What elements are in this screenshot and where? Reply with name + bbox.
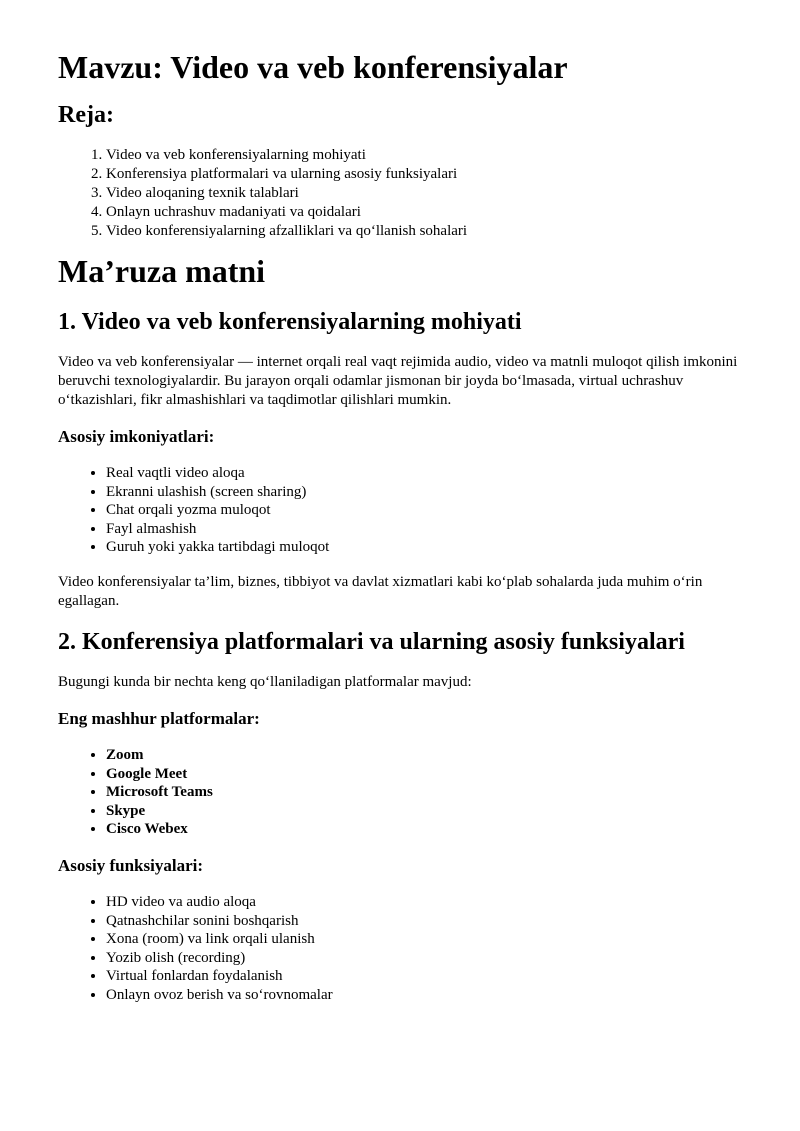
platform-item: • Cisco Webex — [106, 820, 760, 839]
platform-item: • Skype — [106, 802, 760, 821]
features-list — [58, 464, 760, 557]
function-item: • Qatnashchilar sonini boshqarish — [106, 912, 760, 931]
feature-item: • Real vaqtli video aloqa — [106, 464, 760, 483]
feature-item: • Fayl almashish — [106, 520, 760, 539]
plan-item: 3. Video aloqaning texnik talablari — [106, 184, 760, 203]
plan-item: 4. Onlayn uchrashuv madaniyati va qoidalari — [106, 203, 760, 222]
function-item: • Xona (room) va link orqali ulanish — [106, 930, 760, 949]
features-heading: Asosiy imkoniyatlari: — [58, 427, 215, 446]
plan-list — [58, 146, 760, 241]
section-1-intro: Video va veb konferensiyalar — internet orqali real vaqt rejimida audio, video va matnli muloqot qilish imkonini beruvchi texnologiyalardir. Bu jarayon orqali odamlar jismonan bir joyda bo‘lmasada, virtual uchrashuv o‘tkazishlari, fikr almashishlari va taqdimotlar qilishlari mumkin. — [58, 354, 738, 408]
section-2-intro: Bugungi kunda bir nechta keng qo‘llaniladigan platformalar mavjud: — [58, 673, 472, 690]
section-1-heading: 1. Video va veb konferensiyalarning mohiyati — [58, 309, 522, 335]
document-title: Mavzu: Video va veb konferensiyalar — [58, 49, 568, 85]
section-1-conclusion: Video konferensiyalar ta’lim, biznes, tibbiyot va davlat xizmatlari kabi ko‘plab sohalarda juda muhim o‘rin egallagan. — [58, 573, 703, 609]
plan-item: 1. Video va veb konferensiyalarning mohiyati — [106, 146, 760, 165]
function-item: • Onlayn ovoz berish va so‘rovnomalar — [106, 986, 760, 1005]
functions-heading: Asosiy funksiyalari: — [58, 855, 203, 875]
function-item: • Yozib olish (recording) — [106, 949, 760, 968]
section-2-heading: 2. Konferensiya platformalari va ularning asosiy funksiyalari — [58, 628, 685, 655]
plan-item: 5. Video konferensiyalarning afzalliklari va qo‘llanish sohalari — [106, 222, 760, 241]
plan-heading: Reja: — [58, 102, 114, 128]
function-item: • HD video va audio aloqa — [106, 893, 760, 912]
platform-item: • Zoom — [106, 746, 760, 765]
platform-item: • Microsoft Teams — [106, 783, 760, 802]
platforms-list — [58, 746, 760, 839]
function-item: • Virtual fonlardan foydalanish — [106, 967, 760, 986]
feature-item: • Ekranni ulashish (screen sharing) — [106, 483, 760, 502]
feature-item: • Chat orqali yozma muloqot — [106, 501, 760, 520]
lecture-heading: Ma’ruza matni — [58, 253, 266, 289]
plan-item: 2. Konferensiya platformalari va ularning asosiy funksiyalari — [106, 165, 760, 184]
platforms-heading: Eng mashhur platformalar: — [58, 708, 260, 728]
functions-list — [58, 893, 760, 1005]
feature-item: • Guruh yoki yakka tartibdagi muloqot — [106, 538, 760, 557]
platform-item: • Google Meet — [106, 765, 760, 784]
